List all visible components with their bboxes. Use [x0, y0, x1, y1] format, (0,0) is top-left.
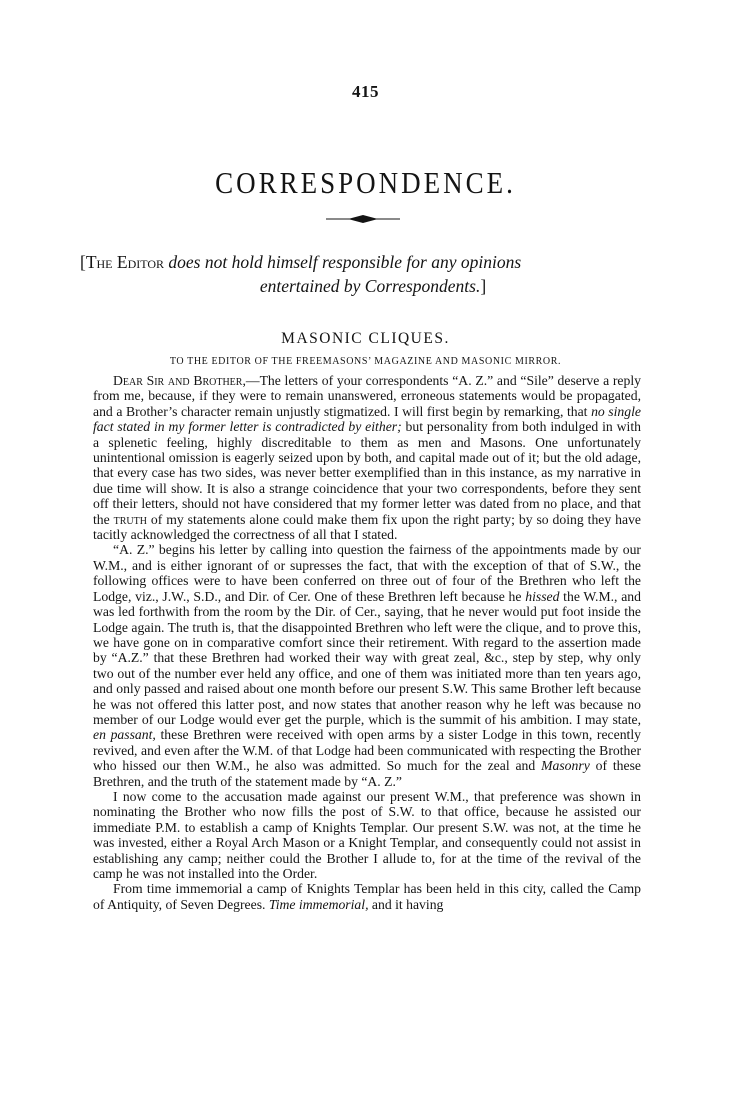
- editor-disclaimer: [80, 250, 660, 298]
- p1-text-c: of my statements alone could make them fix upon the right party; by so doing they have tacitly acknowledged the correctness of all that I stated.: [93, 511, 641, 543]
- p2-text-b: the W.M., and was led forthwith from the room by the Dir. of Cer., saying, that he never would put foot inside the Lodge again. The truth is, that the disappointed Brethren who left were the clique, and to prove this, we have gone on in comparative comfort since their retirement. With regard to the assertion made by “A.Z.” that these Brethren had worked their way with great zeal, &c., step by step, why only two out of the number ever held any office, and one of them was initiated more than ten years ago, and only passed and raised about one month before our present S.W. This same Brother left because he was not offered this latter post, and now states that another reason why he left was because no member of our Lodge would ever get the purple, which is the summit of his ambition. I may state,: [93, 588, 641, 727]
- disclaimer-line1: does not hold himself responsible for any opinions: [168, 252, 522, 272]
- paragraph-2: [93, 542, 641, 789]
- p1-truth: truth: [113, 511, 147, 527]
- p4-text-a: From time immemorial a camp of Knights Templar has been held in this city, called the Camp of Antiquity, of Seven Degrees.: [93, 881, 641, 912]
- disclaimer-line2: entertained by Correspondents.: [259, 276, 481, 296]
- p2-text-c: these Brethren were received with open arms by a sister Lodge in this town, recently revived, and even after the W.M. of that Lodge had been communicated with respecting the Brother who hissed our then W.M., he also was admitted. So much for the zeal and: [93, 727, 642, 774]
- salutation: Dear Sir and Brother,: [113, 373, 246, 388]
- paragraph-1: [93, 373, 641, 542]
- p2-text-d: of these Brethren, and the truth of the statement made by “A. Z.”: [93, 758, 642, 789]
- page-number: 415: [352, 82, 379, 101]
- the-editor: The Editor: [85, 252, 165, 272]
- section-title: CORRESPONDENCE.: [215, 166, 516, 200]
- p2-text-a: “A. Z.” begins his letter by calling into question the fairness of the appointments made by our W.M., and is either ignorant of or supresses the fact, that with the exception of that of S.W., the following offices were to have been conferred on three out of four of the Brethren who left the Lodge, viz., J.W., S.D., and Dir. of Cer. One of these Brethren left because he: [93, 542, 641, 604]
- paragraph-3: I now come to the accusation made against our present W.M., that preference was shown in nominating the Brother who now fills the post of S.W. to that office, because he assisted our immediate P.M. to establish a camp of Knights Templar. Our present S.W. was not, at the time he was invested, either a Royal Arch Mason or a Knight Templar, and consequently could not assist in establishing any camp; neither could the Brother I allude to, for at the time of the revival of the camp he was not installed into the Order.: [93, 788, 641, 881]
- addressee-line: TO THE EDITOR OF THE FREEMASONS’ MAGAZINE AND MASONIC MIRROR.: [169, 356, 562, 367]
- p2-en-passant: en passant,: [93, 727, 156, 743]
- p1-italic: no single fact stated in my former letter is contradicted by either;: [93, 403, 642, 435]
- p4-time-immemorial: Time immemorial,: [268, 896, 369, 912]
- ornament-divider: [318, 212, 408, 226]
- article-title: MASONIC CLIQUES.: [281, 330, 450, 347]
- p2-hissed: hissed: [525, 588, 560, 604]
- p4-text-b: and it having: [368, 896, 444, 912]
- p1-text-a: —The letters of your correspondents “A. Z.” and “Sile” deserve a reply from me, because, if they were to remain unanswered, erroneous statements would be propagated, and a Brother’s character remain unjustly stigmatized. I will first begin by remarking, that: [93, 373, 641, 419]
- close-bracket: ]: [480, 276, 487, 296]
- p1-text-b: but personality from both indulged in with a splenetic feeling, highly discreditable to them as men and Masons. One unfortunately unintentional omission is eagerly seized upon by both, and capital made out of it; but the old adage, that every case has two sides, was never better exemplified than in this instance, as my narrative in due time will show. It is also a strange coincidence that your two correspondents, before they sent off their letters, should not have considered that my former letter was dated from no place, and that the: [93, 419, 641, 527]
- paragraph-4: [93, 881, 641, 912]
- article-body: [93, 373, 641, 912]
- p2-masonry: Masonry: [541, 758, 590, 774]
- open-bracket: [: [80, 252, 86, 272]
